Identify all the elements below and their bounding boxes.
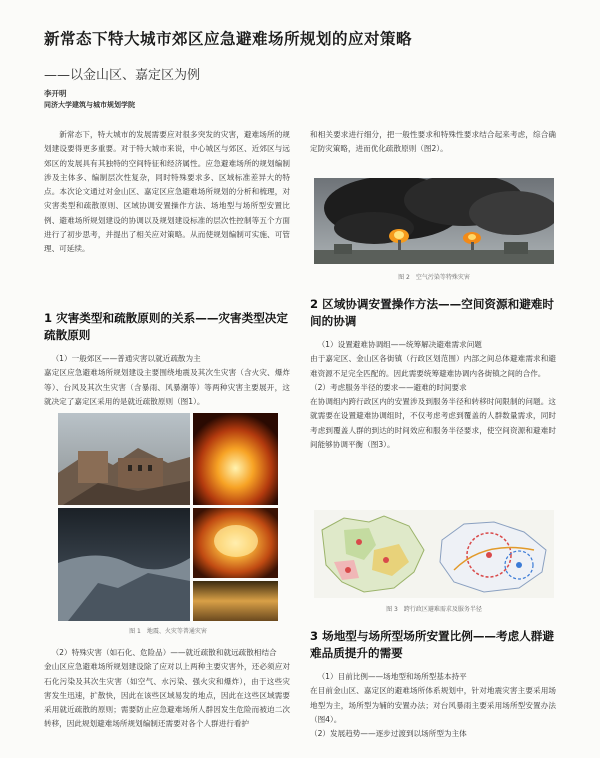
section3-paragraph: （1）目前比例——场地型和场所型基本持平 在目前金山区、嘉定区的避难场所体系规划中，针对地震灾害主要采用场地型为主，场所型为辅的安置办法；对台风暴雨主要采用场所型安置办法（图4）。 （2）发展趋势——逐步过渡到以场所型为主体 xyxy=(310,672,556,739)
intro-paragraph: 新常态下，特大城市的发展需要应对很多突发的灾害，避难场所的规划建设要得更多重要。对于特大城市来说，中心城区与郊区、近郊区与远郊区的发展具有其独特的空间特征和经济属性。应急避难场所的规划编制涉及主体多、编制层次性复杂，同时特殊要求多、区域标准差异大的特点。本次论文通过对金山区、嘉定区应急避难场所规划的分析和梳理，对灾害类型和疏散原则、区域协调安置操作方法、场地型与场所型安置比例、避难场所规划建设的协调以及规划建设标准的层次性控制等五个方面进行了初步思考，并提出了相关应对策略。从而使规划编制可实施、可管理、可延续。 xyxy=(44,130,290,254)
figure3-maps xyxy=(314,510,554,598)
figure1-caption: 图 1 地震、火灾等普通灾害 xyxy=(129,628,207,635)
figure3-caption: 图 3 跨行政区避难需求及服务半径 xyxy=(386,606,482,613)
figure2-photo xyxy=(314,178,554,264)
figure1-collage xyxy=(58,413,278,621)
article-subtitle: ——以金山区、嘉定区为例 xyxy=(44,68,201,83)
figure2-caption: 图 2 空气污染等特殊灾害 xyxy=(398,274,470,281)
author-name: 李开明 xyxy=(44,89,67,98)
continued-paragraph: 和相关要求进行细分，把一般性要求和特殊性要求结合起来考虑，综合确定防灾策略，进而优化疏散原则（图2）。 xyxy=(310,130,556,154)
section2-paragraph: （1）设置避难协调组——统筹解决避难需求问题 由于嘉定区、金山区各街镇（行政区划范围）内部之间总体避难需求和避难资源不足完全匹配的。因此需要统筹避难协调内各街镇之间的合作。 （2）考虑服务半径的要求——避难的时间要求 在协调组内跨行政区内的安置涉及到服务半径和转移时间限制的问题。这就需要在设置避难协调组时，不仅考虑考虑到覆盖的人群数量需求，同时考虑到覆盖人群的到达的时间效应和服务半径要求，使空间资源和避难时间能够协调平衡（图3）。 xyxy=(310,340,556,450)
section1-paragraph: （1）一般郊区——普通灾害以就近疏散为主 嘉定区应急避难场所规划建设主要围绕地震及其次生灾害（含火灾、爆炸等）、台风及其次生灾害（含暴雨、风暴潮等）等两种灾害主要展开，这就决定了嘉定区采用的是就近疏散原则（图1）。 xyxy=(44,354,290,406)
section3-heading: 3 场地型与场所型场所安置比例——考虑人群避难品质提升的需要 xyxy=(310,629,554,660)
article-title: 新常态下特大城市郊区应急避难场所规划的应对策略 xyxy=(44,30,413,48)
author-affiliation: 同济大学建筑与城市规划学院 xyxy=(44,101,135,109)
section1-paragraph-2: （2）特殊灾害（如石化、危险品）——就近疏散和就远疏散相结合 金山区应急避难场所规划建设除了应对以上两种主要灾害外，还必须应对石化污染及其次生灾害（如空气、水污染、强火灾和爆炸），由于这些灾害发生迅速，扩散快，因此在该些区域易发的地点，因此在这些区域需要采用就近疏散的原则；需要防止应急避难场所人群因发生危险而被迫二次转移，因此规划避难场所规划编制还需要对各个人群进行看护 xyxy=(44,648,290,729)
section1-heading: 1 灾害类型和疏散原则的关系——灾害类型决定疏散原则 xyxy=(44,311,288,342)
section2-heading: 2 区域协调安置操作方法——空间资源和避难时间的协调 xyxy=(310,297,554,328)
